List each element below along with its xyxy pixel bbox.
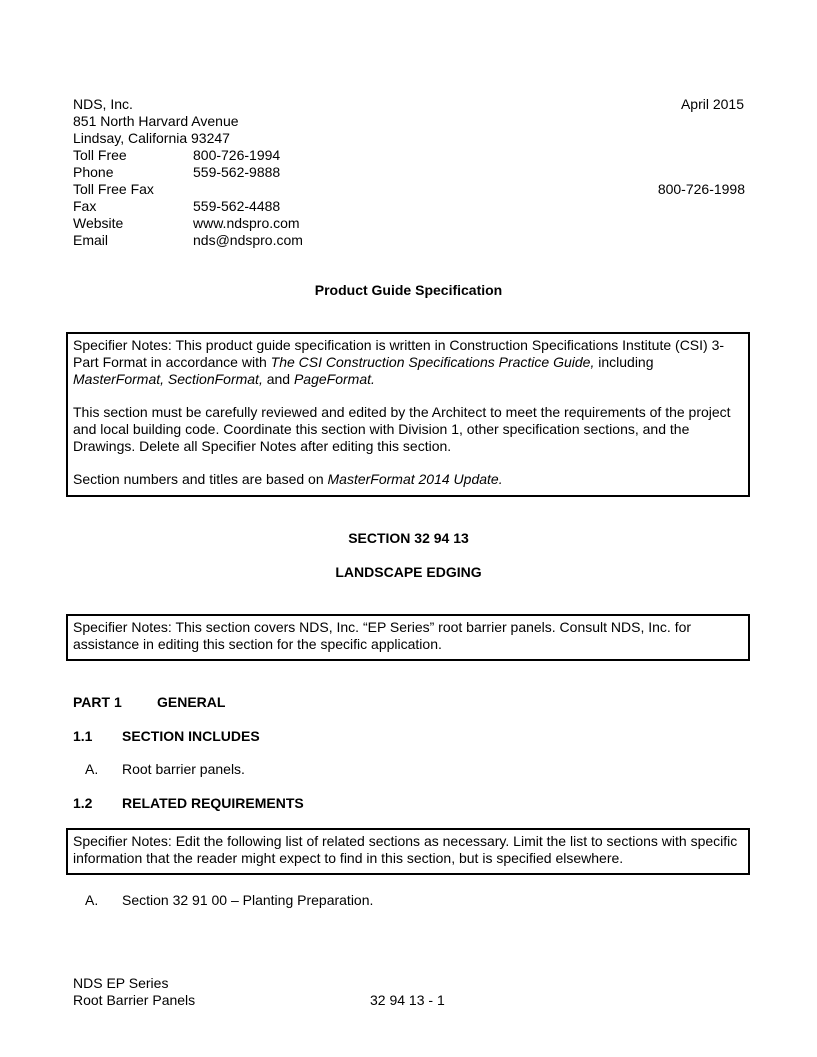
- address-line-1: 851 North Harvard Avenue: [73, 113, 239, 129]
- note-italic-text: MasterFormat 2014 Update.: [327, 471, 503, 487]
- article-title: RELATED REQUIREMENTS: [122, 795, 304, 811]
- article-title: SECTION INCLUDES: [122, 728, 260, 744]
- specifier-note-box: [66, 332, 750, 497]
- contact-label: Email: [73, 232, 109, 248]
- article-number: 1.2: [73, 795, 93, 811]
- note-paragraph: Specifier Notes: This section covers NDS, Inc. “EP Series” root barrier panels. Consult NDS, Inc. for assistance in editing this section for the specific application.: [73, 619, 692, 652]
- note-text: and: [262, 371, 294, 387]
- footer-product-name: NDS EP Series: [73, 975, 169, 991]
- footer-product-type: Root Barrier Panels: [73, 992, 196, 1008]
- part-title: GENERAL: [157, 694, 226, 710]
- article-number: 1.1: [73, 728, 93, 744]
- note-italic-text: PageFormat.: [293, 371, 375, 387]
- contact-label: Fax: [73, 198, 97, 214]
- document-title: Product Guide Specification: [314, 282, 503, 298]
- address-line-2: Lindsay, California 93247: [73, 130, 230, 146]
- specifier-note-box: [66, 614, 750, 661]
- note-paragraph: This section must be carefully reviewed and edited by the Architect to meet the requirements of the project and local building code. Coordinate this section with Division 1, other specification sections, and the Drawings. Delete all Specifier Notes after editing this section.: [73, 404, 731, 454]
- note-italic-text: MasterFormat, SectionFormat,: [73, 371, 263, 387]
- contact-label: Phone: [73, 164, 114, 180]
- note-text: Section numbers and titles are based on: [73, 471, 328, 487]
- paragraph-letter: A.: [85, 761, 99, 777]
- paragraph-text: Section 32 91 00 – Planting Preparation.: [122, 892, 374, 908]
- note-paragraph: [73, 471, 743, 488]
- website-link[interactable]: www.ndspro.com: [193, 215, 300, 231]
- note-text: including: [594, 354, 654, 370]
- note-text: Specifier Notes: This product guide specification is written in Construction Specifications Institute (CSI) 3-Part Format in accordance with: [73, 337, 725, 370]
- contact-value: 559-562-4488: [193, 198, 281, 214]
- paragraph-letter: A.: [85, 892, 99, 908]
- paragraph-text: Root barrier panels.: [122, 761, 245, 777]
- note-paragraph: Specifier Notes: Edit the following list of related sections as necessary. Limit the list to sections with specific information that the reader might expect to find in this section, but is specified elsewhere.: [73, 833, 738, 866]
- email-link[interactable]: nds@ndspro.com: [193, 232, 303, 248]
- page-number: 32 94 13 - 1: [370, 992, 445, 1008]
- note-italic-text: The CSI Construction Specifications Practice Guide,: [270, 354, 595, 370]
- section-title: LANDSCAPE EDGING: [335, 564, 482, 580]
- contact-value: 800-726-1998: [657, 181, 745, 197]
- specifier-note-box: [66, 828, 750, 875]
- section-number: SECTION 32 94 13: [348, 530, 469, 546]
- document-date: April 2015: [680, 96, 744, 112]
- contact-label: Toll Free Fax: [73, 181, 154, 197]
- part-number: PART 1: [73, 694, 122, 710]
- contact-label: Website: [73, 215, 124, 231]
- note-paragraph: [73, 337, 743, 388]
- contact-value: 559-562-9888: [193, 164, 281, 180]
- contact-label: Toll Free: [73, 147, 127, 163]
- contact-value: 800-726-1994: [193, 147, 281, 163]
- company-name: NDS, Inc.: [73, 96, 133, 112]
